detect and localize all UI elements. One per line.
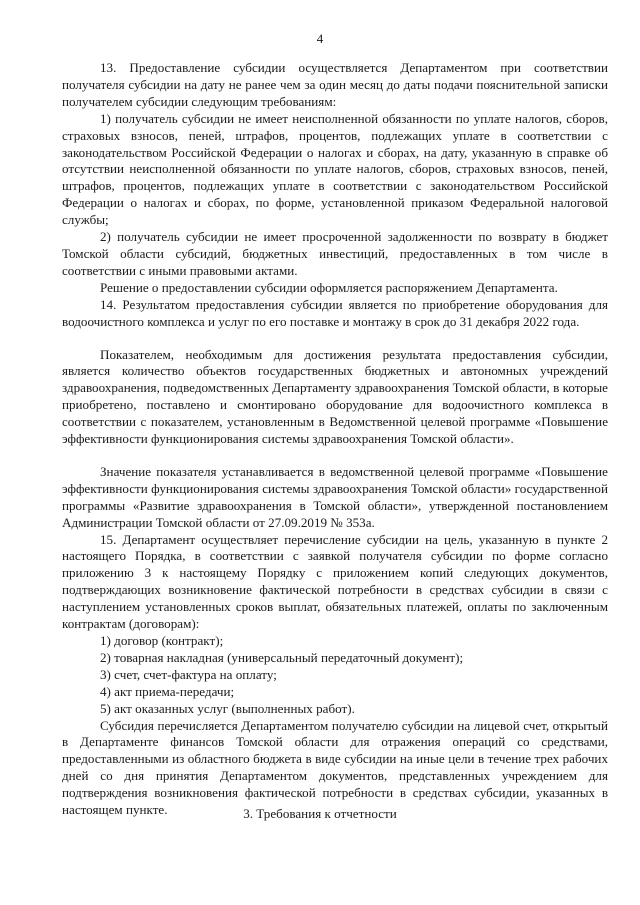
paragraph-indicator: Показателем, необходимым для достижения результата предоставления субсидии, является количество объектов государственных бюджетных и автономных учреждений здравоохранения, подведомственных Департаменту здравоохранения Томской области, в которые приобретено, поставлено и смонтировано оборудование для водоочистного комплекса в соответствии с показателем, установленным в Ведомственной целевой программе «Повышение эффективности функционирования системы здравоохранения Томской области». — [62, 346, 608, 447]
page-number: 4 — [316, 31, 324, 46]
paragraph-13: 13. Предоставление субсидии осуществляется Департаментом при соответствии получателя субсидии на дату не ранее чем за один месяц до даты подачи пояснительной записки получателем субсидии следующим требованиям: — [62, 60, 608, 109]
list-item: 3) счет, счет-фактура на оплату; — [100, 666, 277, 682]
paragraph-13-item-2: 2) получатель субсидии не имеет просроченной задолженности по возврату в бюджет Томской области субсидий, бюджетных инвестиций, предоставленных в том числе в соответствии с иными правовыми актами. — [62, 229, 608, 278]
paragraph-13-item-1: 1) получатель субсидии не имеет неисполненной обязанности по уплате налогов, сборов, страховых взносов, пеней, штрафов, процентов, подлежащих уплате в соответствии с законодательством Российской Федерации о налогах и сборах, на дату, указанную в справке об отсутствии неисполненной обязанности по уплате налогов, сборов, страховых взносов, пеней, штрафов, процентов, подлежащих уплате в соответствии с законодательством Российской Федерации о налогах и сборах, по форме, установленной приказом Федеральной налоговой службы; — [62, 110, 608, 228]
documents-list — [62, 633, 608, 718]
section-heading: 3. Требования к отчетности — [243, 806, 397, 821]
paragraph-decision: Решение о предоставлении субсидии оформляется распоряжением Департамента. — [100, 279, 558, 295]
list-item: 2) товарная накладная (универсальный передаточный документ); — [100, 649, 464, 665]
paragraph-indicator-value: Значение показателя устанавливается в ведомственной целевой программе «Повышение эффективности функционирования системы здравоохранения Томской области» государственной программы «Развитие здравоохранения в Томской области», утвержденной постановлением Администрации Томской области от 27.09.2019 № 353а. — [62, 463, 608, 530]
list-item: 5) акт оказанных услуг (выполненных работ). — [100, 700, 355, 716]
paragraph-15: 15. Департамент осуществляет перечисление субсидии на цель, указанную в пункте 2 настоящего Порядка, в соответствии с заявкой получателя субсидии по форме согласно приложению 3 к настоящему Порядку с приложением копий следующих документов, подтверждающих возникновение фактической потребности в средствах субсидии в связи с наступлением установленных сроков выплат, обязательных платежей, оплаты по заключенным контрактам (договорам): — [62, 531, 608, 632]
paragraph-transfer: Субсидия перечисляется Департаментом получателю субсидии на лицевой счет, открытый в Департаменте финансов Томской области для отражения операций со средствами, предоставленными из областного бюджета в виде субсидии на иные цели в течение трех рабочих дней со дня принятия Департаментом документов, представленных учреждением для подтверждения возникновения фактической потребности в средствах субсидии, указанных в настоящем пункте. — [62, 717, 608, 818]
list-item: 4) акт приема-передачи; — [100, 683, 235, 699]
list-item: 1) договор (контракт); — [100, 633, 224, 648]
document-body — [62, 60, 608, 819]
paragraph-14: 14. Результатом предоставления субсидии является по приобретение оборудования для водоочистного комплекса и услуг по его поставке и монтажу в срок до 31 декабря 2022 года. — [62, 296, 608, 329]
